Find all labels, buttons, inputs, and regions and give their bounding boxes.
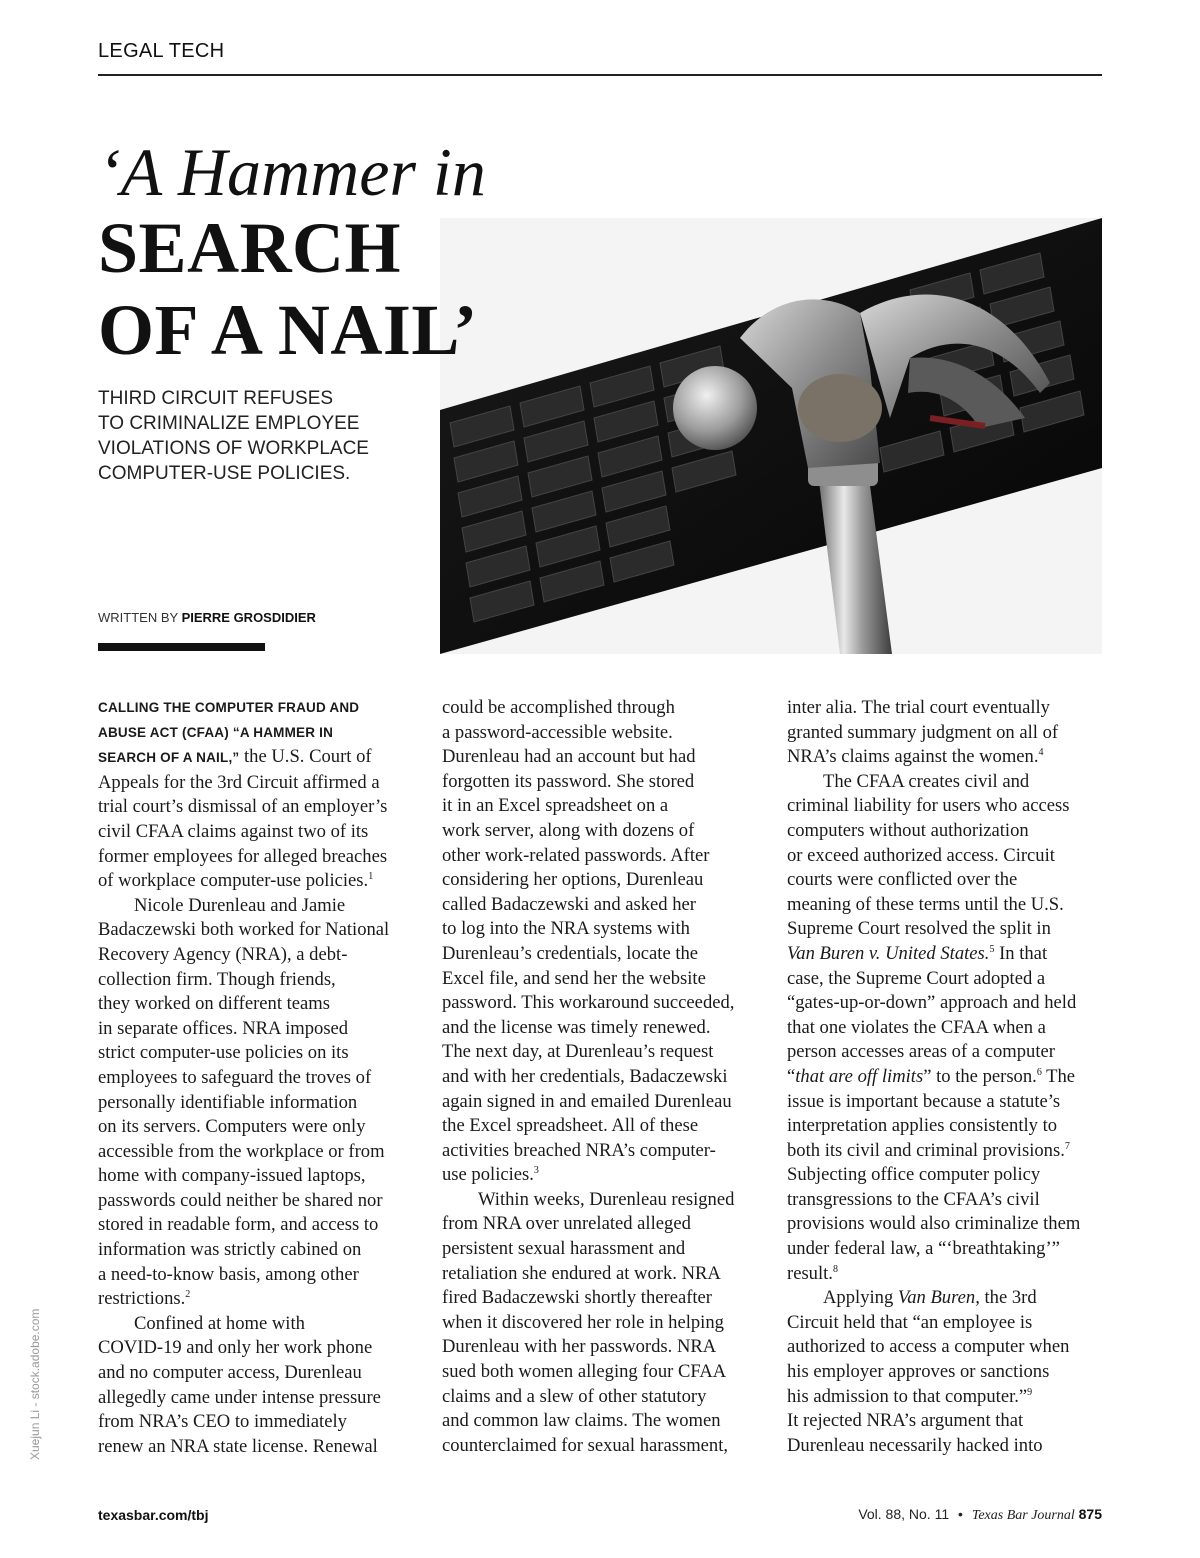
footnote-ref: 7	[1064, 1140, 1070, 1152]
page-number: 875	[1078, 1506, 1102, 1522]
text-line: provisions would also criminalize them	[787, 1213, 1081, 1235]
footer-journal-name: Texas Bar Journal	[971, 1508, 1075, 1523]
text-line: person accesses areas of a computer	[787, 1041, 1055, 1063]
lead-line: ABUSE ACT (CFAA) “A HAMMER IN	[98, 724, 334, 740]
text-line: and no computer access, Durenleau	[98, 1362, 362, 1384]
text-line: from NRA’s CEO to immediately	[98, 1411, 347, 1433]
text-line: password. This workaround succeeded,	[442, 992, 735, 1014]
text-line: Badaczewski both worked for National	[98, 919, 390, 941]
article-column-1	[98, 696, 416, 1459]
text-line: trial court’s dismissal of an employer’s	[98, 796, 388, 818]
text-line: The next day, at Durenleau’s request	[442, 1041, 714, 1063]
text-line: his employer approves or sanctions	[787, 1361, 1050, 1383]
bullet-separator: •	[958, 1506, 963, 1522]
title-line-2: SEARCH	[98, 208, 402, 288]
text-line: In that	[994, 942, 1048, 964]
case-citation: Van Buren v. United States.	[787, 942, 990, 964]
text-fragment: Applying	[823, 1287, 898, 1309]
text-line: stored in readable form, and access to	[98, 1214, 379, 1236]
article-column-2	[442, 696, 762, 1458]
text-line: persistent sexual harassment and	[442, 1238, 686, 1260]
text-line: issue is important because a statute’s	[787, 1090, 1061, 1112]
text-line: and the license was timely renewed.	[442, 1016, 711, 1038]
text-line: could be accomplished through	[442, 697, 675, 718]
text-line: criminal liability for users who access	[787, 795, 1070, 817]
text-line: both its civil and criminal provisions.	[787, 1139, 1065, 1161]
text-line: computers without authorization	[787, 819, 1029, 841]
text-line: authorized to access a computer when	[787, 1336, 1070, 1358]
text-line: forgotten its password. She stored	[442, 770, 695, 792]
quoted-phrase: that are off limits	[795, 1065, 924, 1087]
subtitle-line: VIOLATIONS OF WORKPLACE	[98, 438, 369, 459]
lead-line: SEARCH OF A NAIL,”	[98, 750, 240, 766]
text-line: Durenleau with her passwords. NRA	[442, 1336, 717, 1358]
text-line: in separate offices. NRA imposed	[98, 1017, 349, 1039]
text-line: the U.S. Court of	[239, 746, 372, 768]
subtitle-line: THIRD CIRCUIT REFUSES	[98, 388, 334, 409]
text-line: Subjecting office computer policy	[787, 1164, 1041, 1186]
text-line: and common law claims. The women	[442, 1410, 721, 1432]
text-line: it in an Excel spreadsheet on a	[442, 795, 669, 817]
title-line-1: ‘A Hammer in	[98, 134, 486, 210]
case-citation: Van Buren,	[897, 1287, 980, 1309]
text-fragment: the 3rd	[979, 1287, 1037, 1309]
footnote-ref: 1	[368, 871, 374, 883]
text-line: restrictions.	[98, 1288, 186, 1310]
text-line: civil CFAA claims against two of its	[98, 820, 369, 842]
text-line: work server, along with dozens of	[442, 819, 695, 841]
text-line: collection firm. Though friends,	[98, 968, 336, 990]
text-line: renew an NRA state license. Renewal	[98, 1435, 378, 1457]
text-line: a password-accessible website.	[442, 721, 673, 743]
text-line: passwords could neither be shared nor	[98, 1189, 383, 1211]
section-label: LEGAL TECH	[98, 40, 225, 62]
header-rule	[98, 74, 1102, 76]
text-line: Confined at home with	[134, 1312, 305, 1334]
text-line: Durenleau necessarily hacked into	[787, 1434, 1043, 1456]
subtitle	[98, 386, 418, 486]
text-line: It rejected NRA’s argument that	[787, 1410, 1024, 1432]
text-line: personally identifiable information	[98, 1091, 358, 1113]
text-line: fired Badaczewski shortly thereafter	[442, 1287, 712, 1309]
text-line: meaning of these terms until the U.S.	[787, 893, 1064, 915]
text-line: transgressions to the CFAA’s civil	[787, 1188, 1040, 1210]
text-line: counterclaimed for sexual harassment,	[442, 1434, 729, 1456]
footer-website-link[interactable]: texasbar.com/tbj	[98, 1507, 209, 1523]
text-line: a need-to-know basis, among other	[98, 1263, 359, 1285]
text-line: when it discovered her role in helping	[442, 1311, 724, 1333]
text-line: other work-related passwords. After	[442, 844, 710, 866]
text-line: former employees for alleged breaches	[98, 845, 388, 867]
text-line: granted summary judgment on all of	[787, 721, 1059, 743]
text-line: claims and a slew of other statutory	[442, 1385, 707, 1407]
title-line-3: OF A NAIL’	[98, 290, 478, 370]
lead-line: CALLING THE COMPUTER FRAUD AND	[98, 700, 360, 715]
subtitle-line: TO CRIMINALIZE EMPLOYEE	[98, 413, 360, 434]
text-line: strict computer-use policies on its	[98, 1042, 349, 1064]
subtitle-line: COMPUTER-USE POLICIES.	[98, 463, 351, 484]
text-line: and with her credentials, Badaczewski	[442, 1065, 728, 1087]
footer-issue-info	[858, 1506, 1102, 1524]
text-line: retaliation she endured at work. NRA	[442, 1262, 721, 1284]
text-line: or exceed authorized access. Circuit	[787, 844, 1055, 866]
text-line: that one violates the CFAA when a	[787, 1016, 1046, 1038]
text-line: again signed in and emailed Durenleau	[442, 1090, 732, 1112]
text-line: employees to safeguard the troves of	[98, 1066, 372, 1088]
text-line: COVID-19 and only her work phone	[98, 1337, 373, 1359]
text-line: on its servers. Computers were only	[98, 1116, 366, 1138]
footnote-ref: 9	[1027, 1386, 1033, 1398]
text-line: case, the Supreme Court adopted a	[787, 967, 1046, 989]
text-line: Excel file, and send her the website	[442, 967, 706, 989]
text-line: result.	[787, 1262, 833, 1284]
text-line: information was strictly cabined on	[98, 1239, 362, 1261]
text-line: Circuit held that “an employee is	[787, 1311, 1033, 1333]
text-line: home with company-issued laptops,	[98, 1165, 366, 1187]
byline-author: PIERRE GROSDIDIER	[181, 610, 316, 625]
text-line: to log into the NRA systems with	[442, 918, 690, 940]
text-line: The CFAA creates civil and	[823, 770, 1030, 792]
text-line: from NRA over unrelated alleged	[442, 1213, 691, 1235]
text-fragment: “	[787, 1065, 796, 1087]
hammer-keyboard-photo	[440, 218, 1102, 654]
byline-rule	[98, 643, 265, 651]
text-line: they worked on different teams	[98, 993, 331, 1015]
text-line: Nicole Durenleau and Jamie	[134, 894, 346, 916]
footer-volume: Vol. 88, No. 11	[858, 1506, 950, 1522]
text-line: his admission to that computer.”	[787, 1385, 1028, 1407]
byline-prefix: WRITTEN BY	[98, 610, 178, 625]
footnote-ref: 2	[185, 1289, 191, 1301]
photo-credit: Xuejun Li - stock.adobe.com	[28, 1308, 42, 1460]
text-line: allegedly came under intense pressure	[98, 1386, 381, 1408]
text-fragment: ” to the person.	[923, 1065, 1037, 1087]
text-line: sued both women alleging four CFAA	[442, 1361, 727, 1383]
text-line: “gates-up-or-down” approach and held	[787, 992, 1077, 1014]
article-column-3	[787, 696, 1107, 1458]
footnote-ref: 8	[832, 1263, 838, 1275]
footnote-ref: 4	[1038, 747, 1044, 759]
footnote-ref: 6	[1036, 1066, 1042, 1078]
text-line: Supreme Court resolved the split in	[787, 918, 1051, 940]
text-line: called Badaczewski and asked her	[442, 893, 696, 915]
byline	[98, 610, 316, 625]
text-line: use policies.	[442, 1164, 534, 1186]
text-line: the Excel spreadsheet. All of these	[442, 1115, 699, 1137]
text-line: Within weeks, Durenleau resigned	[478, 1188, 735, 1210]
footnote-ref: 3	[533, 1165, 539, 1177]
text-line: inter alia. The trial court eventually	[787, 697, 1050, 718]
text-line: courts were conflicted over the	[787, 869, 1018, 891]
text-line: of workplace computer-use policies.	[98, 870, 369, 892]
text-line: under federal law, a “‘breathtaking’”	[787, 1238, 1060, 1260]
text-line: Appeals for the 3rd Circuit affirmed a	[98, 771, 380, 793]
text-line: Recovery Agency (NRA), a debt-	[98, 943, 348, 965]
text-line: activities breached NRA’s computer-	[442, 1139, 716, 1161]
text-fragment: The	[1041, 1065, 1076, 1087]
text-line: interpretation applies consistently to	[787, 1115, 1058, 1137]
text-line: NRA’s claims against the women.	[787, 746, 1039, 768]
text-line: considering her options, Durenleau	[442, 869, 704, 891]
text-line: accessible from the workplace or from	[98, 1140, 385, 1162]
text-line: Durenleau’s credentials, locate the	[442, 942, 699, 964]
footnote-ref: 5	[989, 943, 995, 955]
text-line: Durenleau had an account but had	[442, 746, 696, 768]
